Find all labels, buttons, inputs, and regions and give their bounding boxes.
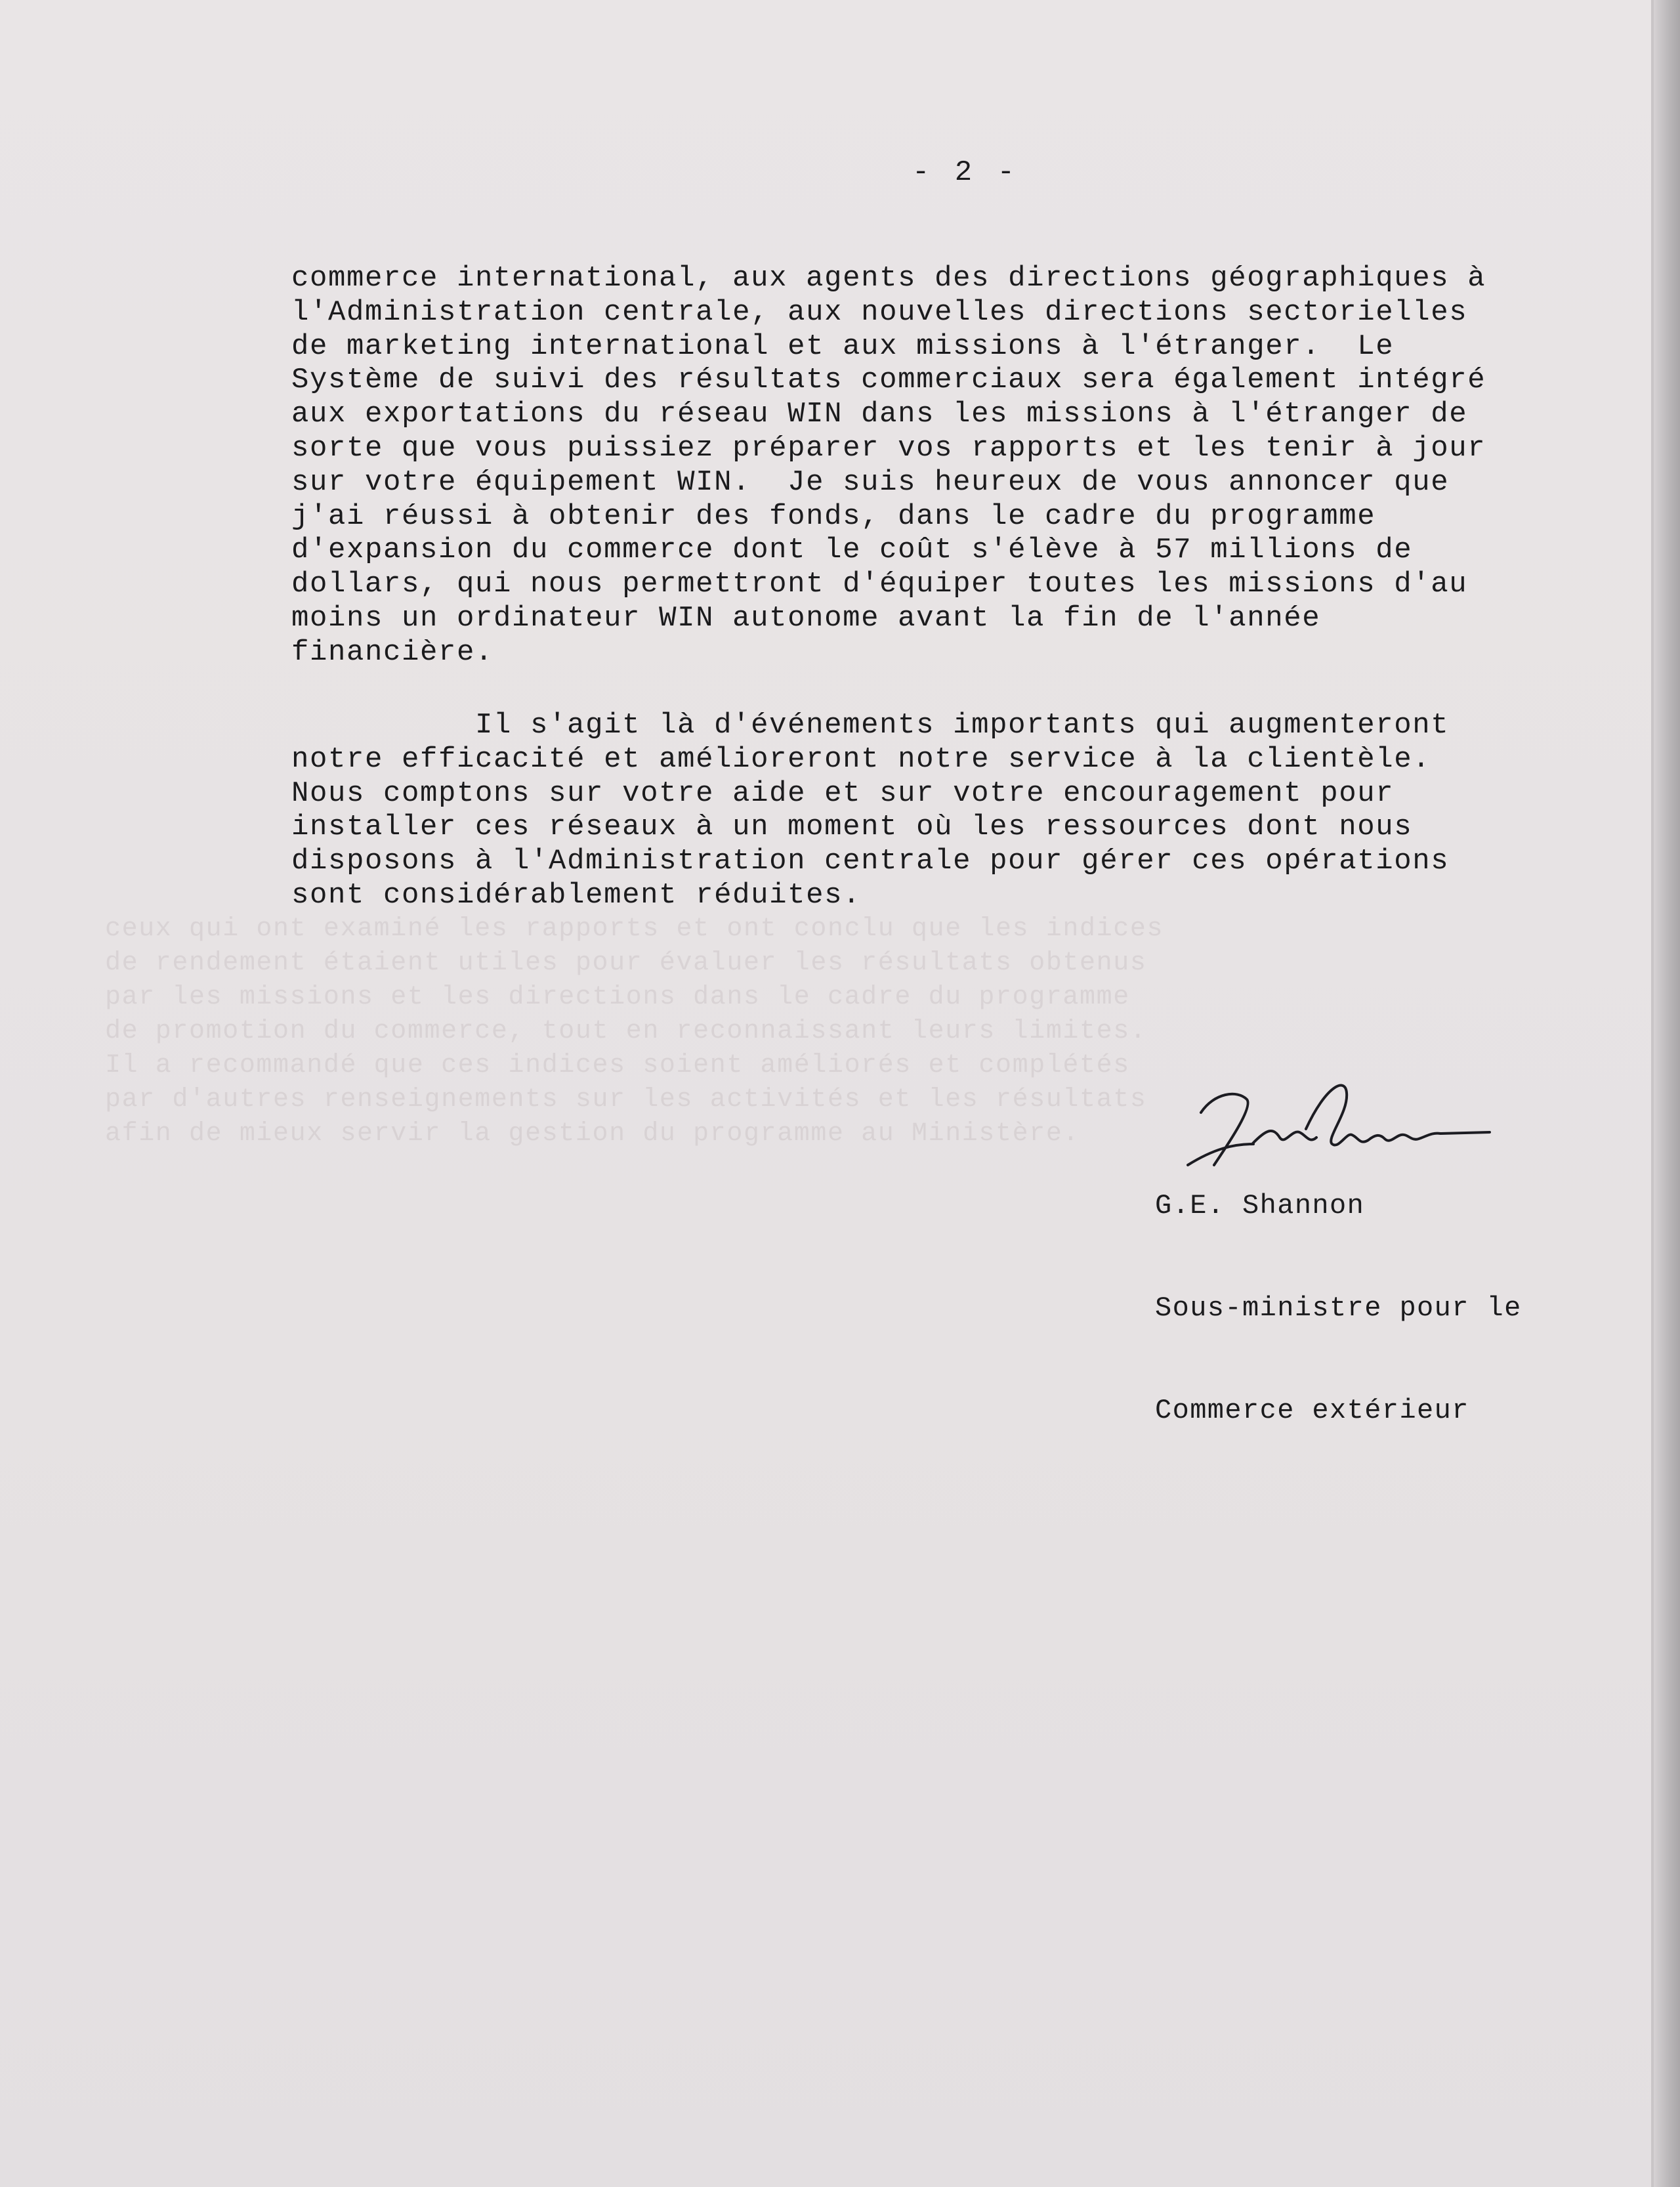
text-line: Système de suivi des résultats commerciaux sera également intégré [291,364,1486,397]
text-line: aux exportations du réseau WIN dans les missions à l'étranger de [291,398,1468,431]
signatory-name: G.E. Shannon [1155,1190,1365,1221]
body-paragraph-2 [291,709,1630,913]
body-paragraph-1 [291,262,1630,670]
text-line: sorte que vous puissiez préparer vos rapports et les tenir à jour [291,431,1486,465]
signatory-title-line-2: Commerce extérieur [1155,1395,1469,1426]
signature-block [1155,1120,1522,1462]
text-line: dollars, qui nous permettront d'équiper toutes les missions d'au [291,568,1468,601]
text-line: l'Administration centrale, aux nouvelles directions sectorielles [291,295,1468,329]
paper-edge-shadow [1654,0,1680,2187]
page-number: - 2 - [912,156,1019,189]
text-line: Nous comptons sur votre aide et sur votre encouragement pour [291,776,1395,810]
text-line: de marketing international et aux missions à l'étranger. Le [291,329,1395,363]
text-line: disposons à l'Administration centrale pour gérer ces opérations [291,845,1450,878]
text-line: commerce international, aux agents des directions géographiques à [291,262,1486,295]
text-line: sur votre équipement WIN. Je suis heureux de vous annoncer que [291,465,1450,499]
text-line: notre efficacité et amélioreront notre service à la clientèle. [291,742,1431,776]
text-line: installer ces réseaux à un moment où les ressources dont nous [291,811,1413,844]
text-line: financière. [291,635,494,669]
text-line: j'ai réussi à obtenir des fonds, dans le cadre du programme [291,499,1376,533]
text-line: sont considérablement réduites. [291,878,862,912]
signatory-title-line-1: Sous-ministre pour le [1155,1292,1522,1324]
text-line: Il s'agit là d'événements importants qui augmenteront [291,709,1450,742]
text-line: d'expansion du commerce dont le coût s'élève à 57 millions de [291,534,1413,567]
text-line: moins un ordinateur WIN autonome avant la fin de l'année [291,601,1321,635]
